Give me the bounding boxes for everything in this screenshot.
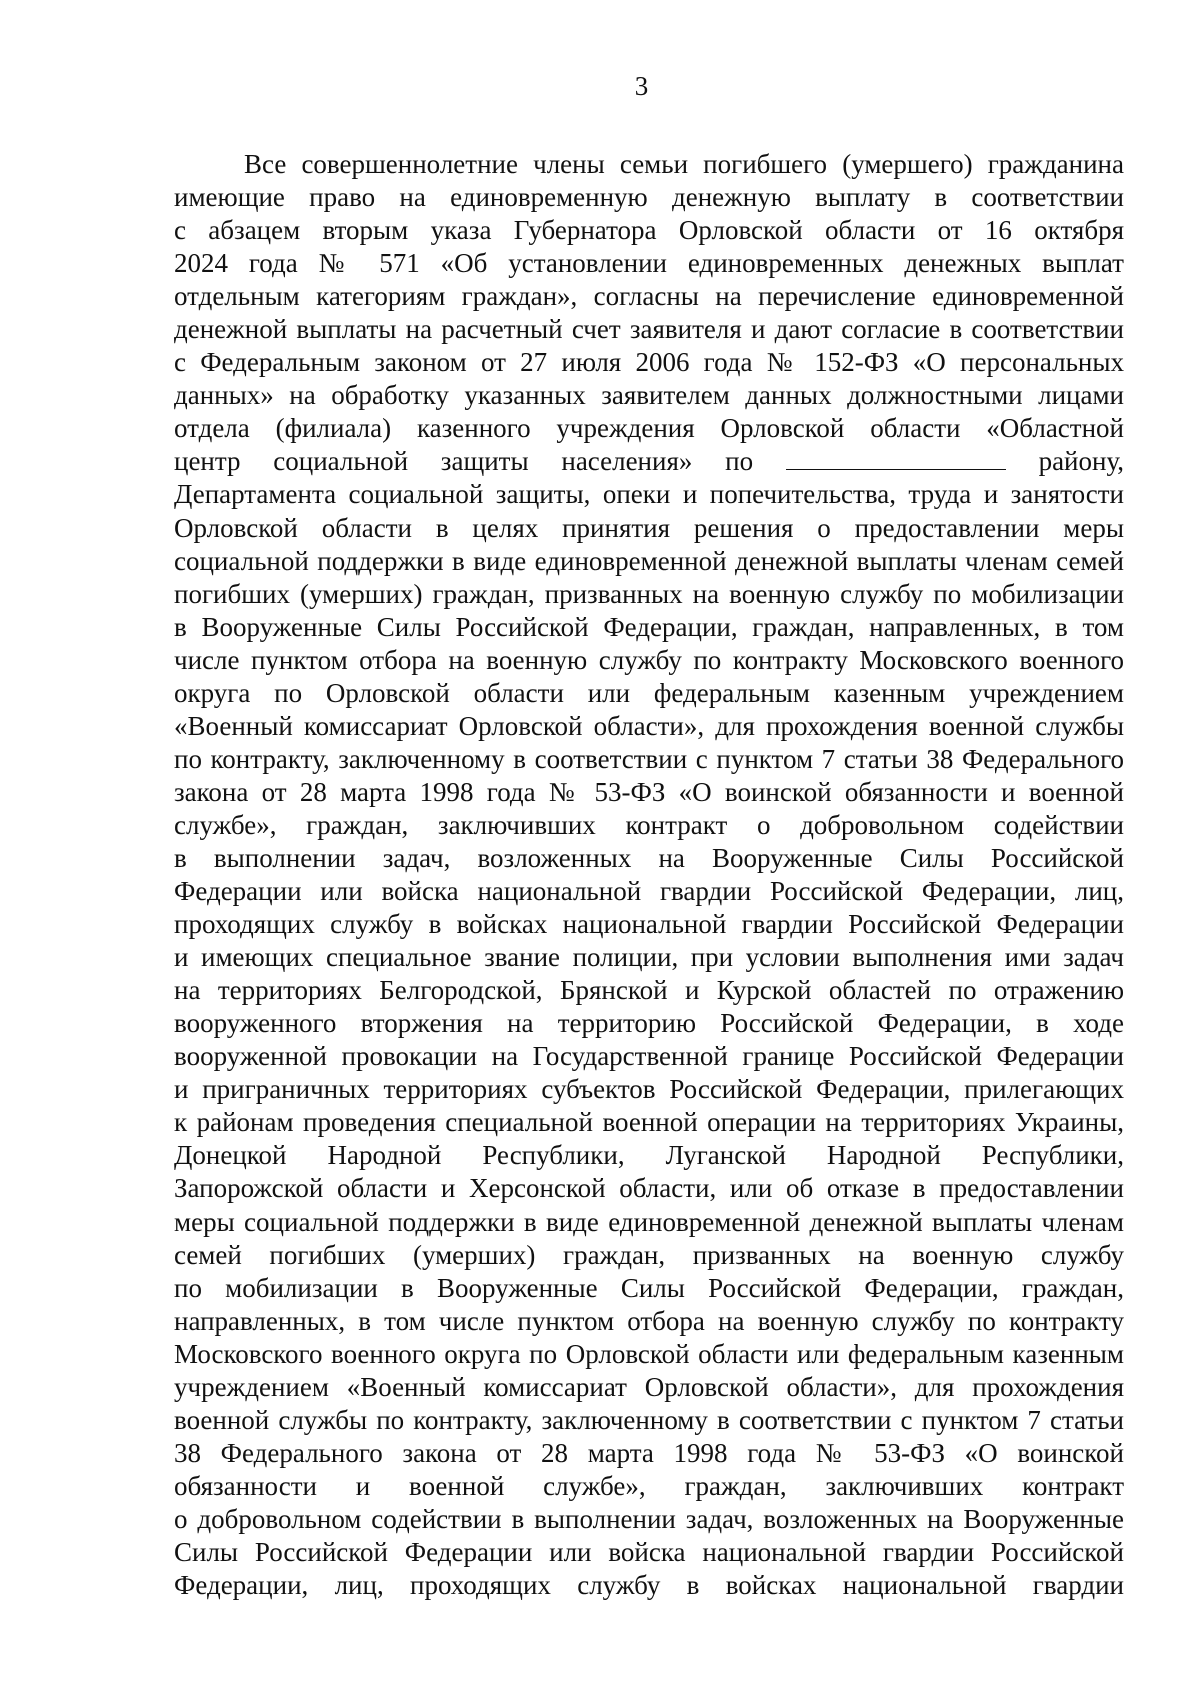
text-line: военной службы по контракту, заключенному в соответствии с пунктом 7 статьи <box>174 1404 1124 1435</box>
text-line: о добровольном содействии в выполнении задач, возложенных на Вооруженные <box>174 1503 1124 1534</box>
text-line: по контракту, заключенному в соответствии с пунктом 7 статьи 38 Федерального <box>174 743 1124 774</box>
text-line: Федерации или войска национальной гвардии Российской Федерации, лиц, <box>174 876 1124 907</box>
text-line: проходящих службу в войсках национальной гвардии Российской Федерации <box>174 909 1124 940</box>
text-line: отдельным категориям граждан», согласны на перечисление единовременной <box>174 281 1124 312</box>
text-line: учреждением «Военный комиссариат Орловской области», для прохождения <box>174 1371 1124 1402</box>
text-line: Донецкой Народной Республики, Луганской Народной Республики, <box>174 1140 1124 1171</box>
body-paragraph <box>174 148 1124 1602</box>
text-line: Все совершеннолетние члены семьи погибшего (умершего) гражданина <box>244 149 1124 179</box>
text-line: Орловской области в целях принятия решения о предоставлении меры <box>174 512 1124 543</box>
text-line: с Федеральным законом от 27 июля 2006 года № 152-ФЗ «О персональных <box>174 347 1124 378</box>
text-line: на территориях Белгородской, Брянской и Курской областей по отражению <box>174 975 1124 1006</box>
text-line: в выполнении задач, возложенных на Вооруженные Силы Российской <box>174 842 1124 873</box>
district-line <box>174 445 1124 478</box>
text-line: социальной поддержки в виде единовременной денежной выплаты членам семей <box>174 545 1124 576</box>
text-line: закона от 28 марта 1998 года № 53-ФЗ «О воинской обязанности и военной <box>174 776 1124 807</box>
text-line: и приграничных территориях субъектов Российской Федерации, прилегающих <box>174 1074 1124 1105</box>
text-line: имеющие право на единовременную денежную выплату в соответствии <box>174 182 1124 213</box>
text-line: по мобилизации в Вооруженные Силы Российской Федерации, граждан, <box>174 1272 1124 1303</box>
text-line: с абзацем вторым указа Губернатора Орловской области от 16 октября <box>174 215 1124 246</box>
text-line: отдела (филиала) казенного учреждения Орловской области «Областной <box>174 413 1124 444</box>
text-line: денежной выплаты на расчетный счет заявителя и дают согласие в соответствии <box>174 314 1124 345</box>
text-line: и имеющих специальное звание полиции, при условии выполнения ими задач <box>174 942 1124 973</box>
text-line: меры социальной поддержки в виде единовременной денежной выплаты членам <box>174 1206 1124 1237</box>
text-line: «Военный комиссариат Орловской области», для прохождения военной службы <box>174 710 1124 741</box>
text-line: направленных, в том числе пунктом отбора на военную службу по контракту <box>174 1305 1124 1336</box>
text-line: Запорожской области и Херсонской области, или об отказе в предоставлении <box>174 1173 1124 1204</box>
text-line: службе», граждан, заключивших контракт о добровольном содействии <box>174 809 1124 840</box>
district-line-text: центр социальной защиты населения» по <box>174 446 754 477</box>
district-blank-field <box>786 468 1006 470</box>
text-line: округа по Орловской области или федеральным казенным учреждением <box>174 677 1124 708</box>
text-line: обязанности и военной службе», граждан, заключивших контракт <box>174 1470 1124 1501</box>
text-line: Московского военного округа по Орловской области или федеральным казенным <box>174 1338 1124 1369</box>
text-line: погибших (умерших) граждан, призванных на военную службу по мобилизации <box>174 578 1124 609</box>
page-number: 3 <box>634 71 649 101</box>
text-line: 2024 года № 571 «Об установлении единовременных денежных выплат <box>174 248 1124 279</box>
text-line: семей погибших (умерших) граждан, призванных на военную службу <box>174 1239 1124 1270</box>
text-line: данных» на обработку указанных заявителем данных должностными лицами <box>174 380 1124 411</box>
text-line: Силы Российской Федерации или войска национальной гвардии Российской <box>174 1536 1124 1567</box>
text-line: 38 Федерального закона от 28 марта 1998 года № 53-ФЗ «О воинской <box>174 1437 1124 1468</box>
text-line: к районам проведения специальной военной операции на территориях Украины, <box>174 1107 1124 1138</box>
text-line: вооруженного вторжения на территорию Российской Федерации, в ходе <box>174 1008 1124 1039</box>
text-line: Федерации, лиц, проходящих службу в войсках национальной гвардии <box>174 1570 1124 1601</box>
text-line: Департамента социальной защиты, опеки и попечительства, труда и занятости <box>174 479 1124 510</box>
text-line: в Вооруженные Силы Российской Федерации, граждан, направленных, в том <box>174 611 1124 642</box>
text-line: вооруженной провокации на Государственной границе Российской Федерации <box>174 1041 1124 1072</box>
text-line: числе пунктом отбора на военную службу по контракту Московского военного <box>174 644 1124 675</box>
district-suffix: району, <box>1038 446 1125 477</box>
